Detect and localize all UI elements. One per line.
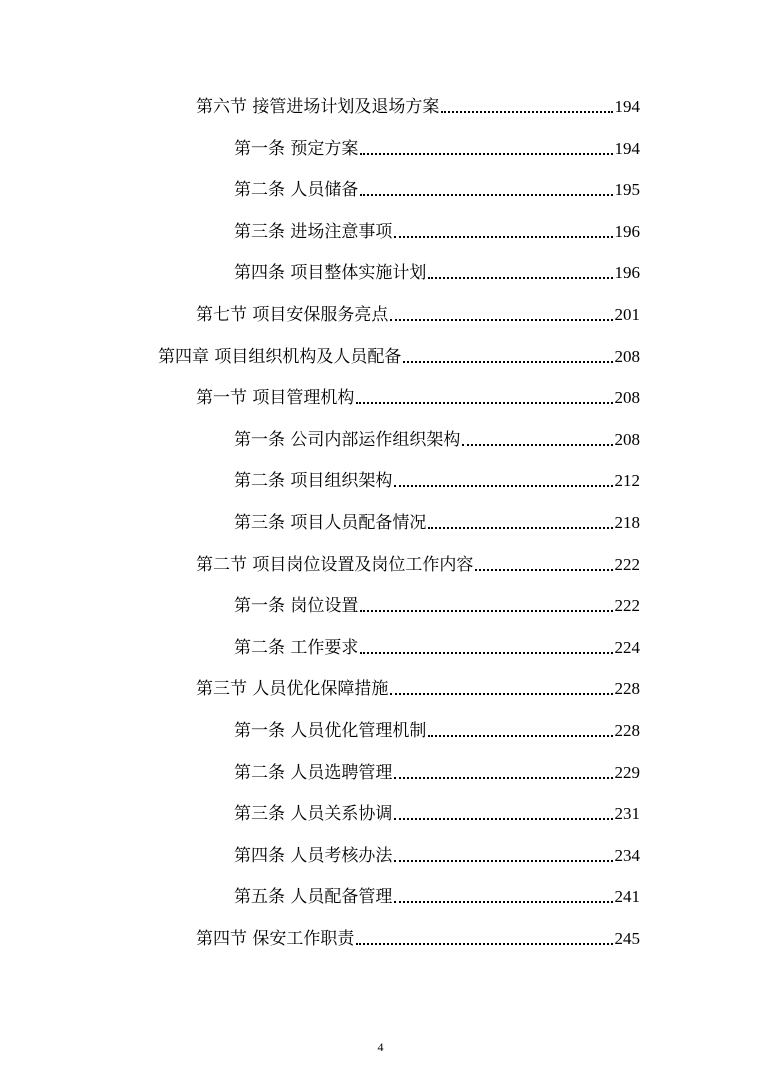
toc-entry-page: 196 [614,263,640,283]
toc-dot-leader [394,236,612,238]
toc-entry-label: 第四章 项目组织机构及人员配备 [158,346,402,367]
toc-dot-leader [403,361,612,363]
toc-dot-leader [390,693,612,695]
toc-entry-page: 229 [614,762,640,782]
toc-entry-label: 第一节 项目管理机构 [196,388,355,409]
toc-entry-page: 228 [614,721,640,740]
toc-entry-label: 第二条 人员选聘管理 [234,762,393,783]
toc-entry-page: 218 [614,513,640,532]
toc-entry-label: 第二节 项目岗位设置及岗位工作内容 [196,554,474,575]
toc-entry[interactable] [234,629,640,659]
toc-entry-page: 212 [614,471,640,491]
toc-entry[interactable] [158,338,640,368]
toc-entry[interactable] [196,546,640,576]
toc-entry[interactable] [234,130,640,160]
toc-dot-leader [462,444,612,446]
toc-dot-leader [428,735,612,737]
toc-entry-page: 228 [614,679,640,699]
toc-dot-leader [428,527,612,529]
toc-entry-page: 194 [614,138,640,158]
toc-dot-leader [394,485,612,487]
toc-dot-leader [390,319,612,321]
page-number: 4 [377,1040,384,1054]
toc-entry-page: 231 [614,804,640,824]
toc-entry[interactable] [196,88,640,118]
toc-entry-page: 241 [614,887,640,907]
toc-entry[interactable] [196,920,640,950]
toc-entry-label: 第二条 项目组织架构 [234,471,393,492]
toc-entry-label: 第二条 人员储备 [234,180,359,201]
toc-entry-page: 201 [614,305,640,324]
toc-entry-page: 224 [614,637,640,657]
toc-entry-label: 第一条 人员优化管理机制 [234,721,427,741]
toc-dot-leader [394,818,612,820]
toc-entry[interactable] [234,171,640,201]
toc-entry-label: 第三条 项目人员配备情况 [234,513,427,533]
toc-entry-page: 222 [614,554,640,574]
toc-entry-page: 234 [614,845,640,865]
toc-entry[interactable] [234,754,640,784]
toc-entry-label: 第一条 公司内部运作组织架构 [234,429,461,450]
toc-entry-page: 195 [614,180,640,200]
toc-dot-leader [360,610,612,612]
toc-entry-label: 第二条 工作要求 [234,637,359,658]
toc-entry-label: 第一条 预定方案 [234,138,359,159]
toc-entry[interactable] [234,587,640,617]
toc-entry-page: 208 [614,388,640,408]
toc-entry[interactable] [234,795,640,825]
toc-entry[interactable] [234,254,640,284]
toc-dot-leader [394,860,612,862]
toc-entry-label: 第一条 岗位设置 [234,596,359,617]
toc-dot-leader [356,402,612,404]
toc-entry-label: 第三条 人员关系协调 [234,804,393,825]
toc-entry[interactable] [234,504,640,534]
toc-entry-label: 第三条 进场注意事项 [234,221,393,242]
toc-entry[interactable] [196,670,640,700]
toc-dot-leader [394,777,612,779]
toc-entry[interactable] [234,213,640,243]
toc-entry-page: 245 [614,929,640,948]
toc-entry-page: 222 [614,596,640,616]
toc-dot-leader [428,277,612,279]
toc-entry-page: 208 [614,429,640,449]
toc-entry-label: 第三节 人员优化保障措施 [196,679,389,700]
toc-entry-label: 第四条 项目整体实施计划 [234,263,427,284]
toc-entry[interactable] [234,878,640,908]
toc-entry-label: 第四条 人员考核办法 [234,845,393,866]
toc-entry-page: 196 [614,221,640,241]
toc-entry-page: 208 [614,346,640,366]
toc-dot-leader [441,111,612,113]
toc-entry[interactable] [234,462,640,492]
toc-entry-label: 第六节 接管进场计划及退场方案 [196,97,440,117]
toc-entry-label: 第四节 保安工作职责 [196,929,355,949]
toc-entry[interactable] [234,421,640,451]
toc-entry[interactable] [196,379,640,409]
toc-dot-leader [360,652,612,654]
toc-dot-leader [360,194,612,196]
toc-entry-label: 第五条 人员配备管理 [234,887,393,908]
toc-entry-label: 第七节 项目安保服务亮点 [196,305,389,325]
toc-dot-leader [394,901,612,903]
toc-entry[interactable] [234,712,640,742]
toc-entry[interactable] [196,296,640,326]
toc-entry-page: 194 [614,97,640,116]
toc-dot-leader [360,153,612,155]
toc-dot-leader [356,943,612,945]
toc-entry[interactable] [234,837,640,867]
toc-dot-leader [475,569,612,571]
